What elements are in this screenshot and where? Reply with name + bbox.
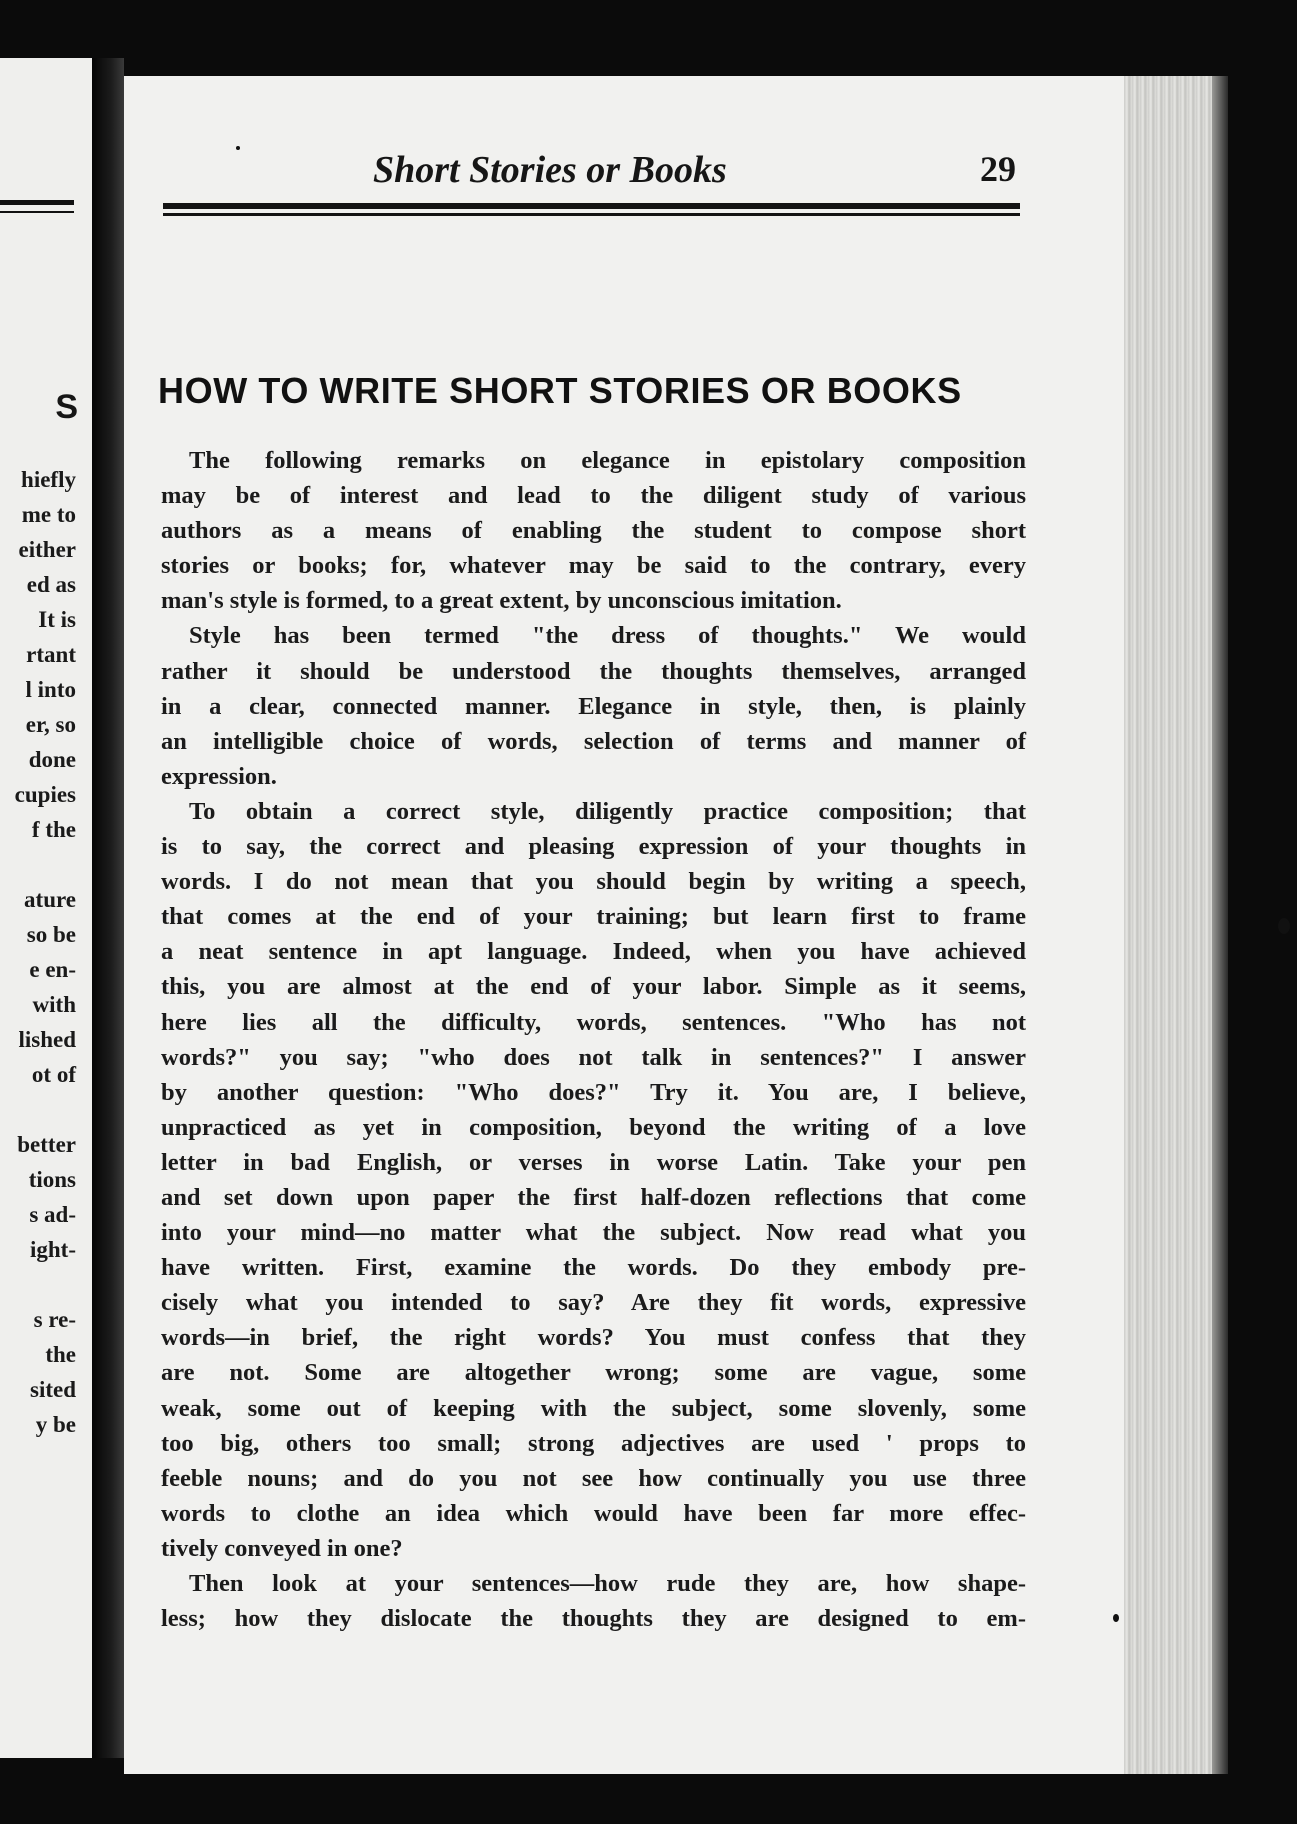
body-line: words to clothe an idea which would have been far more effec- (161, 1499, 1026, 1527)
article-title: HOW TO WRITE SHORT STORIES OR BOOKS (158, 370, 962, 411)
previous-page-line: the (45, 1342, 76, 1367)
body-line: weak, some out of keeping with the subject, some slovenly, some (161, 1394, 1026, 1422)
previous-page-line (15, 847, 76, 882)
header-rule-thin (163, 213, 1020, 216)
previous-page-line: better (17, 1132, 76, 1157)
running-header (163, 140, 1020, 200)
body-line: unpracticed as yet in composition, beyond the writing of a love (161, 1113, 1026, 1141)
previous-page-line (15, 1267, 76, 1302)
page-edge-shadow (1212, 76, 1228, 1774)
body-line: words—in brief, the right words? You must confess that they (161, 1324, 1026, 1352)
previous-page-line: It is (38, 607, 76, 632)
previous-page-rule-thin (0, 211, 74, 213)
article-body (161, 443, 1026, 1636)
scan-speck (1278, 918, 1290, 934)
body-line: have written. First, examine the words. Do they embody pre- (161, 1254, 1026, 1282)
body-line: man's style is formed, to a great extent, by unconscious imitation. (161, 587, 842, 615)
previous-page-line: either (18, 537, 76, 562)
body-line: The following remarks on elegance in epistolary composition (189, 447, 1026, 474)
previous-page-line: y be (35, 1412, 76, 1437)
previous-page-heading-fragment: S (55, 388, 78, 426)
previous-page-line: e en- (29, 957, 76, 982)
previous-page-line: ature (24, 887, 76, 912)
body-line: Then look at your sentences—how rude they are, how shape- (189, 1570, 1026, 1597)
previous-page-line: with (32, 992, 76, 1017)
body-line: and set down upon paper the first half-dozen reflections that come (161, 1183, 1026, 1211)
body-line: rather it should be understood the thoughts themselves, arranged (161, 657, 1026, 685)
page-edges (1124, 76, 1224, 1774)
page-number: 29 (980, 149, 1016, 189)
previous-page-line: done (28, 747, 76, 772)
body-line: may be of interest and lead to the diligent study of various (161, 482, 1026, 510)
previous-page-rule (0, 200, 74, 205)
body-line: is to say, the correct and pleasing expression of your thoughts in (161, 833, 1026, 861)
previous-page-line (15, 1092, 76, 1127)
previous-page-line: rtant (26, 642, 76, 667)
body-line: less; how they dislocate the thoughts they are designed to em- (161, 1605, 1026, 1633)
body-line: words. I do not mean that you should begin by writing a speech, (161, 868, 1026, 896)
body-line: To obtain a correct style, diligently practice composition; that (189, 797, 1026, 825)
previous-page-line: me to (21, 502, 76, 527)
scan-speck (236, 146, 240, 150)
previous-page-line: l into (25, 677, 76, 702)
body-line: Style has been termed "the dress of thoughts." We would (189, 622, 1026, 650)
body-line: authors as a means of enabling the student to compose short (161, 517, 1026, 545)
previous-page-line: ed as (26, 572, 76, 597)
previous-page-text (15, 462, 76, 1442)
body-line: feeble nouns; and do you not see how continually you use three (161, 1464, 1026, 1492)
previous-page-fragment (0, 58, 92, 1758)
previous-page-line: cupies (14, 782, 76, 807)
previous-page-line: f the (31, 817, 76, 842)
body-line: here lies all the difficulty, words, sentences. "Who has not (161, 1008, 1026, 1036)
body-line: by another question: "Who does?" Try it. You are, I believe, (161, 1078, 1026, 1106)
body-line: tively conveyed in one? (161, 1534, 403, 1562)
body-line: cisely what you intended to say? Are they fit words, expressive (161, 1289, 1026, 1317)
body-line: are not. Some are altogether wrong; some are vague, some (161, 1359, 1026, 1387)
previous-page-line: tions (28, 1167, 76, 1192)
body-line: a neat sentence in apt language. Indeed, when you have achieved (161, 938, 1026, 966)
body-line: into your mind—no matter what the subject. Now read what you (161, 1219, 1026, 1247)
body-line: letter in bad English, or verses in worse Latin. Take your pen (161, 1148, 1026, 1176)
book-gutter (92, 58, 124, 1758)
previous-page-line: so be (26, 922, 76, 947)
previous-page-line: hiefly (21, 467, 76, 492)
scan-speck (1113, 1614, 1119, 1622)
body-line: stories or books; for, whatever may be said to the contrary, every (161, 552, 1026, 580)
body-line: that comes at the end of your training; but learn first to frame (161, 903, 1026, 931)
previous-page-line: er, so (25, 712, 76, 737)
previous-page-line: ot of (31, 1062, 76, 1087)
body-line: expression. (161, 762, 277, 790)
header-rule-thick (163, 203, 1020, 209)
running-title: Short Stories or Books (373, 149, 727, 191)
previous-page-line: lished (18, 1027, 76, 1052)
body-line: an intelligible choice of words, selection of terms and manner of (161, 727, 1026, 755)
previous-page-line: s ad- (29, 1202, 76, 1227)
previous-page-line: ight- (30, 1237, 76, 1262)
previous-page-line: sited (30, 1377, 76, 1402)
body-line: too big, others too small; strong adjectives are used ' props to (161, 1429, 1026, 1457)
previous-page-line: s re- (33, 1307, 76, 1332)
body-line: this, you are almost at the end of your labor. Simple as it seems, (161, 973, 1026, 1001)
body-line: words?" you say; "who does not talk in sentences?" I answer (161, 1043, 1026, 1071)
body-line: in a clear, connected manner. Elegance in style, then, is plainly (161, 692, 1026, 720)
